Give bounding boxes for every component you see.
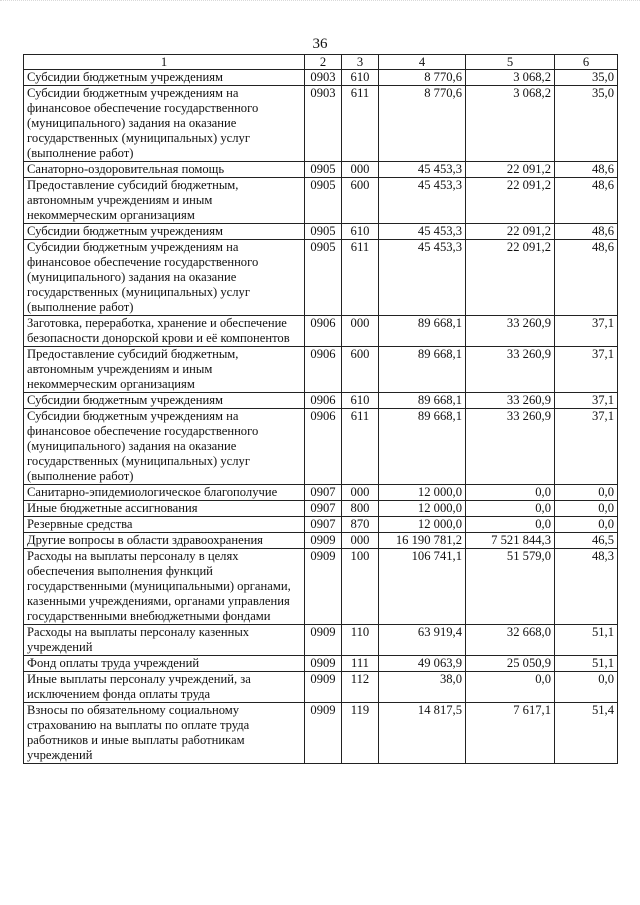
cell-executed-amount: 0,0 [466, 517, 555, 533]
cell-percent: 48,6 [555, 178, 618, 224]
cell-section-code: 0909 [305, 672, 342, 703]
cell-section-code: 0909 [305, 656, 342, 672]
cell-expense-type: 000 [342, 162, 379, 178]
column-header: 5 [466, 55, 555, 70]
table-row [24, 409, 618, 485]
cell-expense-type: 100 [342, 549, 379, 625]
cell-percent: 37,1 [555, 316, 618, 347]
column-header: 4 [379, 55, 466, 70]
cell-percent: 51,1 [555, 625, 618, 656]
table-row [24, 517, 618, 533]
column-header: 3 [342, 55, 379, 70]
table-row [24, 703, 618, 764]
cell-expense-type: 000 [342, 316, 379, 347]
cell-description: Другие вопросы в области здравоохранения [24, 533, 305, 549]
cell-approved-amount: 12 000,0 [379, 517, 466, 533]
cell-approved-amount: 89 668,1 [379, 393, 466, 409]
cell-section-code: 0905 [305, 224, 342, 240]
cell-executed-amount: 33 260,9 [466, 393, 555, 409]
cell-description: Заготовка, переработка, хранение и обеспечение безопасности донорской крови и её компонентов [24, 316, 305, 347]
cell-expense-type: 611 [342, 409, 379, 485]
cell-expense-type: 119 [342, 703, 379, 764]
cell-percent: 35,0 [555, 70, 618, 86]
cell-approved-amount: 12 000,0 [379, 485, 466, 501]
cell-expense-type: 111 [342, 656, 379, 672]
cell-percent: 48,6 [555, 162, 618, 178]
page-number: 36 [312, 36, 328, 52]
cell-approved-amount: 106 741,1 [379, 549, 466, 625]
cell-expense-type: 611 [342, 240, 379, 316]
cell-description: Субсидии бюджетным учреждениям на финансовое обеспечение государственного (муниципального) задания на оказание государственных (муниципальных) услуг (выполнение работ) [24, 86, 305, 162]
cell-executed-amount: 3 068,2 [466, 70, 555, 86]
column-header: 2 [305, 55, 342, 70]
cell-section-code: 0906 [305, 347, 342, 393]
cell-description: Фонд оплаты труда учреждений [24, 656, 305, 672]
cell-approved-amount: 8 770,6 [379, 86, 466, 162]
cell-description: Предоставление субсидий бюджетным, автономным учреждениям и иным некоммерческим организациям [24, 347, 305, 393]
cell-description: Иные бюджетные ассигнования [24, 501, 305, 517]
cell-executed-amount: 22 091,2 [466, 162, 555, 178]
cell-section-code: 0909 [305, 703, 342, 764]
table-row [24, 501, 618, 517]
cell-expense-type: 600 [342, 347, 379, 393]
cell-percent: 37,1 [555, 409, 618, 485]
cell-executed-amount: 25 050,9 [466, 656, 555, 672]
cell-executed-amount: 3 068,2 [466, 86, 555, 162]
cell-percent: 0,0 [555, 517, 618, 533]
cell-section-code: 0907 [305, 485, 342, 501]
table-body [24, 70, 618, 764]
cell-executed-amount: 22 091,2 [466, 240, 555, 316]
cell-description: Субсидии бюджетным учреждениям [24, 393, 305, 409]
cell-percent: 48,6 [555, 240, 618, 316]
cell-percent: 37,1 [555, 347, 618, 393]
cell-percent: 51,4 [555, 703, 618, 764]
cell-approved-amount: 89 668,1 [379, 316, 466, 347]
cell-percent: 48,3 [555, 549, 618, 625]
cell-expense-type: 870 [342, 517, 379, 533]
cell-description: Резервные средства [24, 517, 305, 533]
table-row [24, 347, 618, 393]
cell-approved-amount: 49 063,9 [379, 656, 466, 672]
cell-section-code: 0903 [305, 70, 342, 86]
table-row [24, 86, 618, 162]
table-row [24, 162, 618, 178]
cell-executed-amount: 51 579,0 [466, 549, 555, 625]
cell-section-code: 0909 [305, 625, 342, 656]
cell-executed-amount: 32 668,0 [466, 625, 555, 656]
table-row [24, 625, 618, 656]
cell-description: Санитарно-эпидемиологическое благополучие [24, 485, 305, 501]
cell-executed-amount: 7 521 844,3 [466, 533, 555, 549]
cell-expense-type: 610 [342, 224, 379, 240]
cell-section-code: 0906 [305, 316, 342, 347]
table-row [24, 70, 618, 86]
cell-section-code: 0905 [305, 178, 342, 224]
cell-percent: 35,0 [555, 86, 618, 162]
cell-approved-amount: 12 000,0 [379, 501, 466, 517]
cell-expense-type: 112 [342, 672, 379, 703]
cell-description: Субсидии бюджетным учреждениям на финансовое обеспечение государственного (муниципального) задания на оказание государственных (муниципальных) услуг (выполнение работ) [24, 240, 305, 316]
cell-section-code: 0906 [305, 393, 342, 409]
cell-executed-amount: 33 260,9 [466, 316, 555, 347]
cell-section-code: 0907 [305, 517, 342, 533]
table-row [24, 549, 618, 625]
cell-expense-type: 610 [342, 70, 379, 86]
cell-executed-amount: 33 260,9 [466, 347, 555, 393]
cell-expense-type: 600 [342, 178, 379, 224]
table-row [24, 240, 618, 316]
cell-section-code: 0909 [305, 533, 342, 549]
cell-description: Субсидии бюджетным учреждениям [24, 70, 305, 86]
cell-percent: 46,5 [555, 533, 618, 549]
cell-approved-amount: 89 668,1 [379, 347, 466, 393]
cell-description: Санаторно-оздоровительная помощь [24, 162, 305, 178]
cell-section-code: 0903 [305, 86, 342, 162]
cell-percent: 0,0 [555, 485, 618, 501]
cell-executed-amount: 7 617,1 [466, 703, 555, 764]
cell-section-code: 0907 [305, 501, 342, 517]
cell-approved-amount: 89 668,1 [379, 409, 466, 485]
cell-description: Субсидии бюджетным учреждениям на финансовое обеспечение государственного (муниципального) задания на оказание государственных (муниципальных) услуг (выполнение работ) [24, 409, 305, 485]
cell-expense-type: 611 [342, 86, 379, 162]
cell-expense-type: 610 [342, 393, 379, 409]
cell-section-code: 0906 [305, 409, 342, 485]
budget-table [23, 54, 618, 764]
cell-percent: 0,0 [555, 501, 618, 517]
cell-approved-amount: 63 919,4 [379, 625, 466, 656]
column-header: 1 [24, 55, 305, 70]
cell-description: Взносы по обязательному социальному страхованию на выплаты по оплате труда работников и иные выплаты работникам учреждений [24, 703, 305, 764]
cell-expense-type: 000 [342, 533, 379, 549]
cell-expense-type: 110 [342, 625, 379, 656]
table-row [24, 485, 618, 501]
cell-description: Расходы на выплаты персоналу казенных учреждений [24, 625, 305, 656]
cell-approved-amount: 45 453,3 [379, 224, 466, 240]
cell-section-code: 0905 [305, 240, 342, 316]
table-row [24, 533, 618, 549]
cell-executed-amount: 0,0 [466, 501, 555, 517]
cell-approved-amount: 8 770,6 [379, 70, 466, 86]
cell-executed-amount: 0,0 [466, 485, 555, 501]
cell-section-code: 0905 [305, 162, 342, 178]
cell-expense-type: 800 [342, 501, 379, 517]
table-row [24, 316, 618, 347]
table-row [24, 672, 618, 703]
table-row [24, 178, 618, 224]
cell-section-code: 0909 [305, 549, 342, 625]
cell-description: Расходы на выплаты персоналу в целях обеспечения выполнения функций государственными (муниципальными) органами, казенными учреждениями, органами управления государственными внебюджетными фондами [24, 549, 305, 625]
column-header: 6 [555, 55, 618, 70]
cell-percent: 48,6 [555, 224, 618, 240]
cell-description: Субсидии бюджетным учреждениям [24, 224, 305, 240]
table-row [24, 224, 618, 240]
table-row [24, 656, 618, 672]
cell-approved-amount: 14 817,5 [379, 703, 466, 764]
cell-approved-amount: 16 190 781,2 [379, 533, 466, 549]
cell-description: Предоставление субсидий бюджетным, автономным учреждениям и иным некоммерческим организациям [24, 178, 305, 224]
cell-description: Иные выплаты персоналу учреждений, за исключением фонда оплаты труда [24, 672, 305, 703]
cell-percent: 51,1 [555, 656, 618, 672]
cell-executed-amount: 22 091,2 [466, 178, 555, 224]
cell-percent: 37,1 [555, 393, 618, 409]
cell-executed-amount: 0,0 [466, 672, 555, 703]
scan-noise [0, 0, 640, 21]
cell-approved-amount: 45 453,3 [379, 178, 466, 224]
cell-percent: 0,0 [555, 672, 618, 703]
cell-approved-amount: 45 453,3 [379, 162, 466, 178]
cell-approved-amount: 38,0 [379, 672, 466, 703]
cell-expense-type: 000 [342, 485, 379, 501]
cell-executed-amount: 22 091,2 [466, 224, 555, 240]
cell-approved-amount: 45 453,3 [379, 240, 466, 316]
table-row [24, 393, 618, 409]
header-row [24, 55, 618, 70]
cell-executed-amount: 33 260,9 [466, 409, 555, 485]
